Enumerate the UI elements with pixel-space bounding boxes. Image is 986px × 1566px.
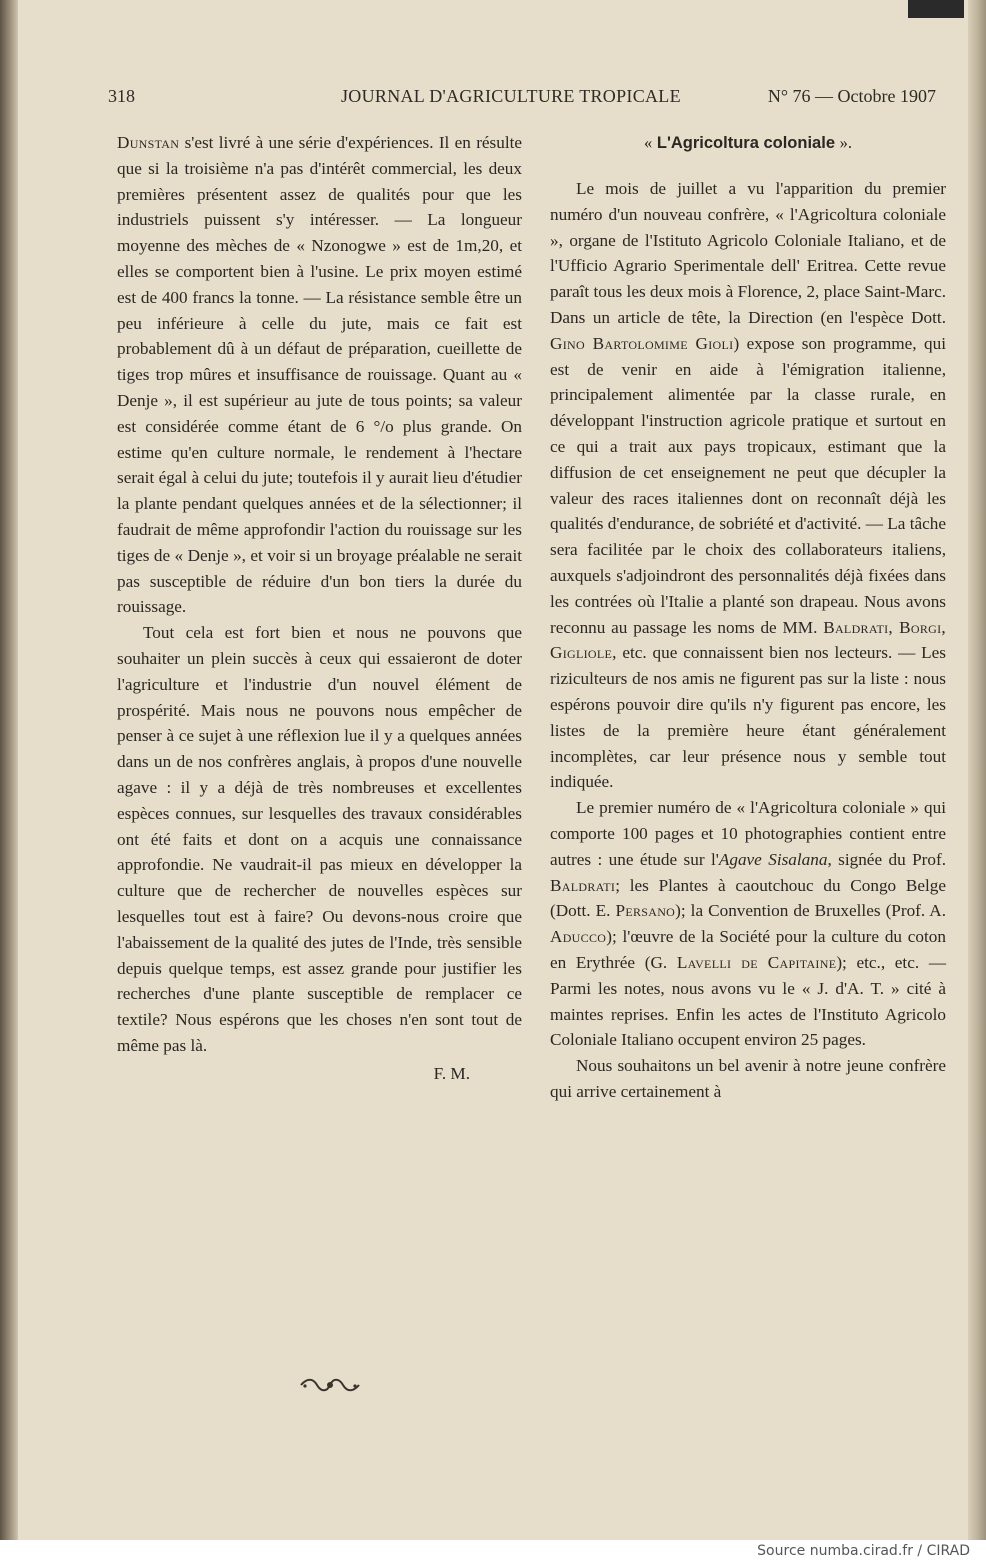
- scan-mark: [908, 0, 964, 18]
- ornament-icon: [297, 1374, 363, 1396]
- person-name: Gino Bartolomime Gioli: [550, 333, 734, 353]
- paragraph: Le premier numéro de « l'Agricoltura coloniale » qui comporte 100 pages et 10 photographies contient entre autres : une étude sur l'Agave Sisalana, signée du Prof. Baldrati; les Plantes à caoutchouc du Congo Belge (Dott. E. Persano); la Convention de Bruxelles (Prof. A. Aducco); l'œuvre de la Société pour la culture du coton en Erythrée (G. Lavelli de Capitaine); etc., etc. — Parmi les notes, nous avons vu le « J. d'A. T. » cité à maintes reprises. Enfin les actes de l'Instituto Agricolo Coloniale Italiano occupent environ 25 pages.: [550, 798, 947, 1050]
- person-name: Aducco: [550, 927, 607, 947]
- binding-shadow: [0, 0, 18, 1540]
- issue-number: N° 76 — Octobre 1907: [767, 86, 936, 106]
- person-name: Persano: [615, 901, 676, 921]
- page-number: 318: [108, 86, 135, 106]
- person-name: Baldrati: [550, 875, 616, 895]
- paragraph: [117, 130, 522, 620]
- paragraph-text: s'est livré à une série d'expériences. Il en résulte que si la troisième n'a pas d'intérêt commercial, les deux premières présentent assez de qualités pour que les industriels puissent s'y intéresser. — La longueur moyenne des mèches de « Nzonogwe » est de 1m,20, et elles se comportent bien à l'usine. Le prix moyen estimé est de 400 francs la tonne. — La résistance semble être un peu inférieure à celle du jute, mais ce fait est probablement dû à un défaut de préparation, cueillette de tiges trop mûres et insuffisance de rouissage. Quant au « Denje », il est supérieur au jute de tous points; sa valeur est considérée comme étant de 6 °/o plus grande. On estime qu'en culture normale, le rendement à l'hectare serait égal à celui du jute; toutefois il y aurait lieu d'étudier la plante pendant quelques années et de la sélectionner; il faudrait de même approfondir l'action du rouissage sur les tiges de « Denje », et voir si un broyage préalable ne serait pas susceptible de réduire d'un bon tiers la durée du rouissage.: [117, 133, 523, 617]
- person-names: Baldrati, Borgi, Gigliole: [550, 617, 947, 663]
- right-column: [550, 130, 946, 1105]
- page-edge: [968, 0, 986, 1540]
- species-name: Agave Sisalana: [718, 849, 828, 869]
- source-credit: Source numba.cirad.fr / CIRAD: [757, 1543, 970, 1559]
- paragraph: Nous souhaitons un bel avenir à notre jeune confrère qui arrive certainement à: [550, 1056, 946, 1101]
- paragraph: Le mois de juillet a vu l'apparition du premier numéro d'un nouveau confrère, « l'Agricoltura coloniale », organe de l'Istituto Agricolo Coloniale Italiano, et de l'Ufficio Agrario Sperimentale dell' Eritrea. Cette revue paraît tous les deux mois à Florence, 2, place Saint-Marc. Dans un article de tête, la Direction (en l'espèce Dott. Gino Bartolomime Gioli) expose son programme, qui est de venir en aide à l'émigration italienne, principalement alimentée par la classe rurale, en développant l'instruction agricole pratique et surtout en ce qui a trait aux pays tropicaux, estimant que la diffusion de cet enseignement ne peut que décupler la valeur des races italiennes dont on reconnaît déjà les qualités d'endurance, de sobriété et d'activité. — La tâche sera facilitée par le choix des collaborateurs italiens, auxquels s'adjoindront des personnalités déjà fixées dans les contrées où l'Italie a planté son drapeau. Nous avons reconnu au passage les noms de MM. Baldrati, Borgi, Gigliole, etc. que connaissent bien nos lecteurs. — Les riziculteurs de nos amis ne figurent pas sur la liste : nous espérons pouvoir dire qu'ils n'y figurent pas encore, les listes de la première heure étant généralement incomplètes, car leur présence nous y semble tout indiquée.: [550, 179, 947, 792]
- signature: F. M.: [433, 1063, 470, 1083]
- left-column: [117, 130, 522, 1086]
- person-name: Lavelli de Capitaine: [676, 952, 837, 972]
- paragraph: Tout cela est fort bien et nous ne pouvons que souhaiter un plein succès à ceux qui essaieront de doter l'agriculture et l'industrie d'un nouvel élément de prospérité. Mais nous ne pouvons nous empêcher de penser à ce sujet à une réflexion lue il y a quelques années dans un de nos confrères anglais, à propos d'une nouvelle agave : il y a déjà de très nombreuses et excellentes espèces connues, sur lesquelles des travaux considérables ont été faits et dont on a acquis une connaissance approfondie. Ne vaudrait-il pas mieux en développer la culture que de rechercher de nouvelles espèces sur lesquelles tout est à faire? Ou devons-nous croire que l'abaissement de la qualité des jutes de l'Inde, très sensible depuis quelque temps, est assez grande pour justifier les recherches d'une plante susceptible de remplacer ce textile? Nous espérons que les choses n'en sont tout de même pas là.: [117, 623, 522, 1055]
- journal-title: JOURNAL D'AGRICULTURE TROPICALE: [341, 86, 681, 106]
- running-header: [108, 86, 936, 112]
- article-title: « L'Agricoltura coloniale ».: [644, 133, 852, 152]
- author-name: Dunstan: [117, 133, 180, 152]
